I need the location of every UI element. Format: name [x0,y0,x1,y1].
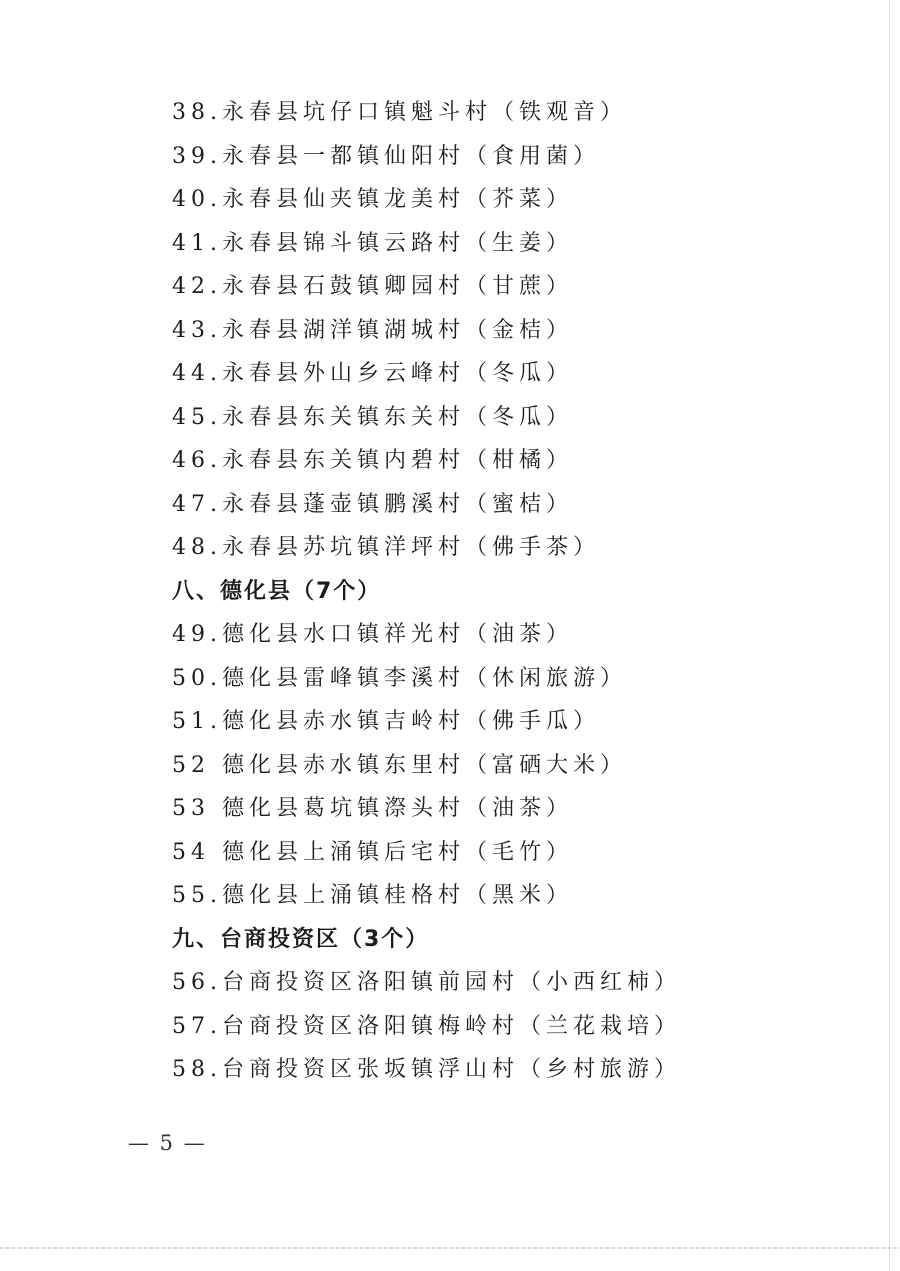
list-item: 53 德化县葛坑镇漈头村（油茶） [172,796,573,821]
list-item: 45.永春县东关镇东关村（冬瓜） [172,404,573,430]
list-item: 41.永春县锦斗镇云路村（生姜） [172,230,573,256]
list-item: 54 德化县上涌镇后宅村（毛竹） [172,839,573,865]
list-item: 57.台商投资区洛阳镇梅岭村（兰花栽培） [172,1013,681,1039]
list-item: 49.德化县水口镇祥光村（油茶） [172,622,573,647]
list-item: 51.德化县赤水镇吉岭村（佛手瓜） [172,709,600,734]
list-item: 56.台商投资区洛阳镇前园村（小西红柿） [172,970,681,995]
list-item: 46.永春县东关镇内碧村（柑橘） [172,448,573,473]
list-item: 42.永春县石鼓镇卿园村（甘蔗） [172,274,573,299]
list-item: 39.永春县一都镇仙阳村（食用菌） [172,143,600,169]
list-item: 58.台商投资区张坂镇浮山村（乡村旅游） [172,1057,681,1082]
list-item: 40.永春县仙夹镇龙美村（芥菜） [172,187,573,212]
page-edge-right [889,0,890,1271]
list-item: 50.德化县雷峰镇李溪村（休闲旅游） [172,665,627,691]
list-item: 55.德化县上涌镇桂格村（黑米） [172,883,573,908]
list-item: 52 德化县赤水镇东里村（富硒大米） [172,752,627,778]
list-item: 48.永春县苏坑镇洋坪村（佛手茶） [172,535,600,560]
list-item: 38.永春县坑仔口镇魁斗村（铁观音） [172,100,627,125]
page-number: — 5 — [128,1131,207,1155]
list-item: 47.永春县蓬壶镇鹏溪村（蜜桔） [172,491,573,517]
list-item: 44.永春县外山乡云峰村（冬瓜） [172,361,573,386]
section-heading: 九、台商投资区（3个） [172,926,430,952]
page-edge-bottom [0,1247,900,1249]
section-heading: 八、德化县（7个） [172,578,382,604]
document-body [172,91,872,1092]
list-item: 43.永春县湖洋镇湖城村（金桔） [172,317,573,343]
